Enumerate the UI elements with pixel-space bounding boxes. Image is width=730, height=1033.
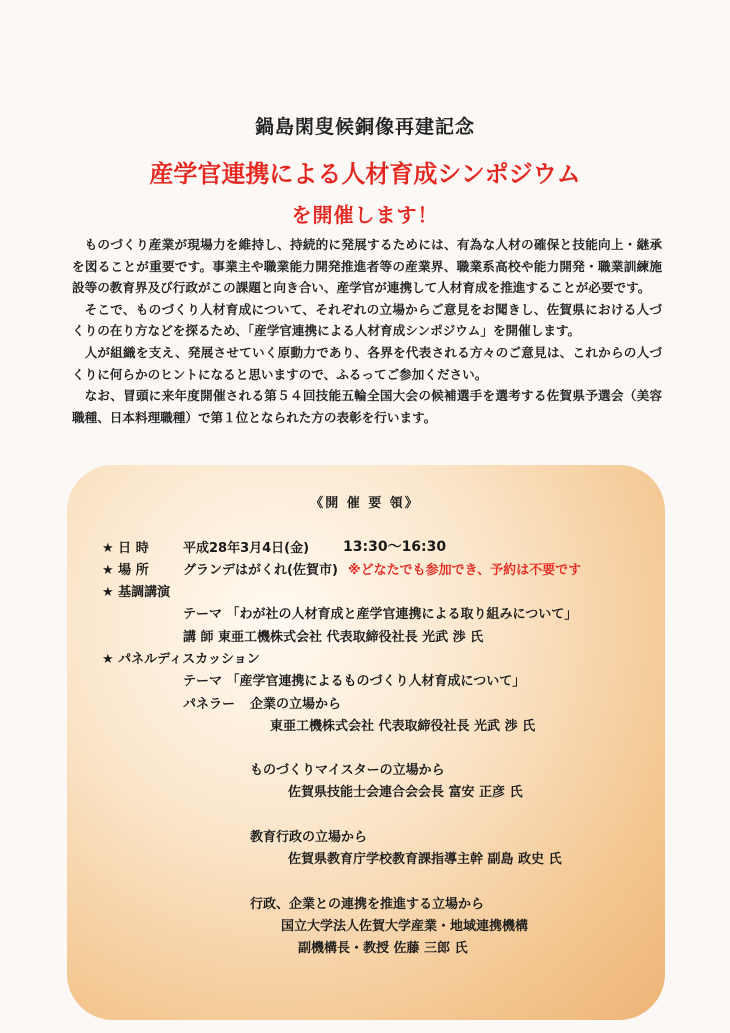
panelist-name: 佐賀県技能士会連合会会長 富安 正彦 氏 <box>288 785 523 800</box>
panelist-role: 企業の立場から <box>250 697 342 712</box>
place-label: ★ 場 所 <box>102 563 149 578</box>
keynote-theme: テーマ 「わが社の人材育成と産学官連携による取り組みについて」 <box>183 607 578 622</box>
place-note: ※どなたでも参加でき、予約は不要です <box>348 563 582 578</box>
intro-paragraph: なお、冒頭に来年度開催される第５４回技能五輪全国大会の候補選手を選考する佐賀県予選会（美容職種、日本料理職種）で第１位となられた方の表彰を行います。 <box>72 388 662 425</box>
date-label: ★ 日 時 <box>102 541 149 556</box>
keynote-speaker: 講 師 東亜工機株式会社 代表取締役社長 光武 渉 氏 <box>183 630 484 645</box>
event-title: 産学官連携による人材育成シンポジウム <box>149 160 581 188</box>
panel-theme: テーマ 「産学官連携によるものづくり人材育成について」 <box>183 674 526 689</box>
place-value: グランデはがくれ(佐賀市) <box>183 563 338 578</box>
panelist-role: ものづくりマイスターの立場から <box>250 763 445 778</box>
intro-paragraph: 人が組織を支え、発展させていく原動力であり、各界を代表される方々のご意見は、これからの人づくりに何らかのヒントになると思いますので、ふるってご参加ください。 <box>72 344 662 382</box>
intro-paragraph: ものづくり産業が現場力を維持し、持続的に発展するためには、有為な人材の確保と技能向上・継承を図ることが重要です。事業主や職業能力開発推進者等の産業界、職業系高校や能力開発・職業訓練施設等の教育界及び行政がこの課題と向き合い、産学官が連携して人材育成を推進することが必要です。 <box>72 237 662 296</box>
date-value: 平成28年3月4日(金) <box>183 541 310 556</box>
outline-heading: 《開 催 要 領》 <box>310 496 420 511</box>
time-value: 13:30～16:30 <box>343 539 447 555</box>
panelist-role: 教育行政の立場から <box>250 830 368 845</box>
panelist-role: 行政、企業との連携を推進する立場から <box>250 897 485 912</box>
intro-text <box>72 234 662 428</box>
event-subtitle: 鍋島閑叟候銅像再建記念 <box>254 116 475 138</box>
keynote-label: ★ 基調講演 <box>102 585 171 600</box>
intro-paragraph: そこで、ものづくり人材育成について、それぞれの立場からご意見をお聞きし、佐賀県における人づくりの在り方などを探るため、「産学官連携による人材育成シンポジウム」を開催します。 <box>72 301 662 339</box>
panelist-name-line2: 副機構長・教授 佐藤 三郎 氏 <box>298 941 468 956</box>
panel-label: ★ パネルディスカッション <box>102 652 260 667</box>
panelist-name: 佐賀県教育庁学校教育課指導主幹 副島 政史 氏 <box>288 852 562 867</box>
event-title-announce: を開催します！ <box>291 203 439 227</box>
panelist-name: 東亜工機株式会社 代表取締役社長 光武 渉 氏 <box>270 719 536 734</box>
panelist-name: 国立大学法人佐賀大学産業・地域連携機構 <box>281 919 529 934</box>
panelist-label: パネラー <box>183 697 236 712</box>
